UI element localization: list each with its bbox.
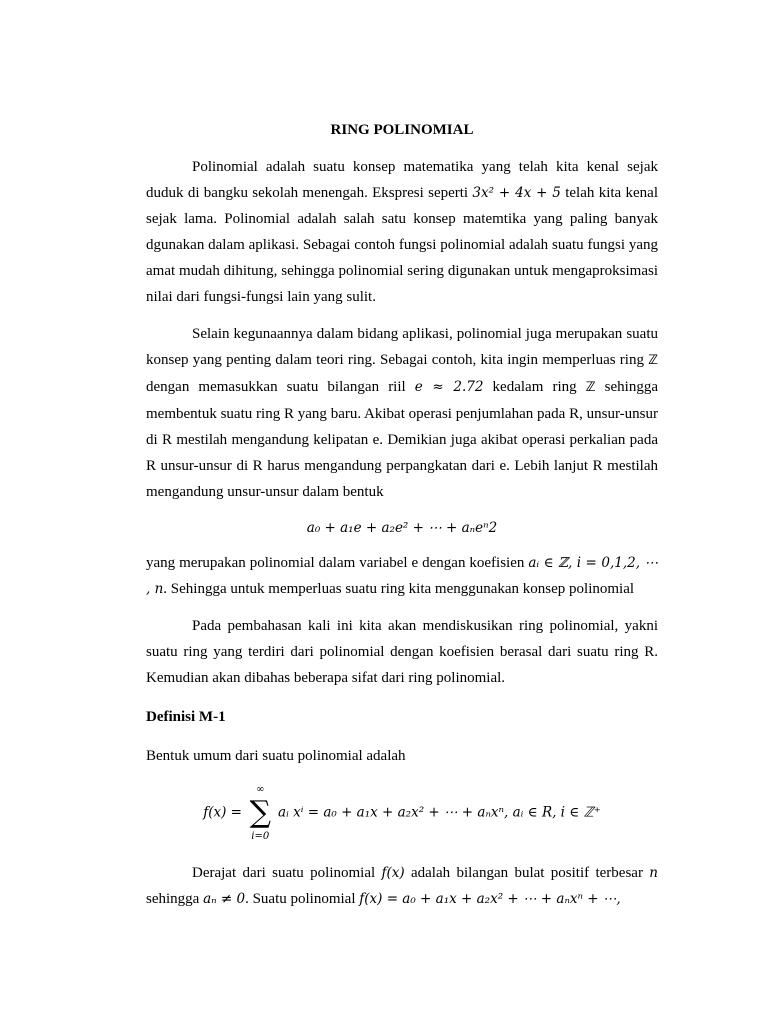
summation-lower: i=0 (251, 831, 270, 842)
math-e-approx: e ≈ 2.72 (414, 379, 484, 395)
definition-heading: Definisi M-1 (146, 709, 226, 725)
math-coefficients: aᵢ ∈ ℤ, i = 0,1,2, ⋯ , n (146, 555, 658, 597)
integers-symbol: ℤ (585, 380, 596, 395)
paragraph-extension (146, 321, 658, 505)
summation-icon (246, 784, 274, 842)
paragraph-variable (146, 550, 658, 602)
math-expression: 3x² + 4x + 5 (472, 185, 561, 201)
equation-term: aᵢ xⁱ (278, 804, 304, 821)
summation-upper: ∞ (256, 784, 265, 795)
equation-general-polynomial (146, 780, 658, 842)
math-fx: f(x) (381, 865, 405, 881)
paragraph-degree-text-1: Derajat dari suatu polinomial (192, 865, 382, 881)
math-an: aₙ ≠ 0 (203, 891, 246, 907)
paragraph-variable-text-1: yang merupakan polinomial dalam variabel e dengan koefisien (146, 555, 529, 571)
equation-lhs: f(x) = (203, 804, 247, 821)
equation-polynomial-e: a₀ + a₁e + a₂e² + ⋯ + aₙeⁿ2 (306, 520, 498, 536)
paragraph-intro-text-2: telah kita kenal sejak lama. Polinomial adalah salah satu konsep matemtika yang paling banyak dgunakan dalam aplikasi. Sebagai contoh fungsi polinomial adalah suatu fungsi yang amat mudah dihitung, sehingga polinomial sering digunakan untuk mengaproksimasi nilai dari fungsi-fungsi lain yang sulit. (146, 185, 658, 305)
math-fx-full: f(x) = a₀ + a₁x + a₂x² + ⋯ + aₙxⁿ + ⋯, (359, 891, 621, 907)
paragraph-variable-text-2: . Sehingga untuk memperluas suatu ring kita menggunakan konsep polinomial (163, 581, 635, 597)
paragraph-degree-text-2: adalah bilangan bulat positif terbesar (404, 865, 650, 881)
math-n: n (649, 865, 658, 881)
paragraph-degree-text-3: sehingga (146, 891, 204, 907)
paragraph-degree-text-4: . Suatu polinomial (245, 891, 360, 907)
definition-intro: Bentuk umum dari suatu polinomial adalah (146, 748, 406, 764)
paragraph-discussion: Pada pembahasan kali ini kita akan mendiskusikan ring polinomial, yakni suatu ring yang terdiri dari polinomial dengan koefisien berasal dari suatu ring R. Kemudian akan dibahas beberapa sifat dari ring polinomial. (146, 618, 658, 686)
paragraph-extension-text-1: Selain kegunaannya dalam bidang aplikasi, polinomial juga merupakan suatu konsep yang penting dalam teori ring. Sebagai contoh, kita ingin memperluas ring (146, 326, 658, 368)
equation-rhs: = a₀ + a₁x + a₂x² + ⋯ + aₙxⁿ, aᵢ ∈ R, i ∈ ℤ⁺ (303, 804, 601, 821)
document-page (146, 120, 658, 923)
integers-symbol: ℤ (648, 353, 658, 368)
document-title: RING POLINOMIAL (330, 122, 474, 138)
paragraph-extension-text-2: dengan memasukkan suatu bilangan riil (146, 379, 415, 395)
paragraph-extension-text-4: sehingga membentuk suatu ring R yang baru. Akibat operasi penjumlahan pada R, unsur-unsur di R mestilah mengandung kelipatan e. Demikian juga akibat operasi perkalian pada R unsur-unsur di R harus mengandung perpangkatan dari e. Lebih lanjut R mestilah mengandung unsur-unsur dalam bentuk (146, 379, 658, 500)
paragraph-intro-text-1: Polinomial adalah suatu konsep matematika yang telah kita kenal sejak duduk di bangku sekolah menengah. Ekspresi seperti (146, 159, 658, 201)
summation-symbol: ∑ (249, 795, 271, 830)
paragraph-degree (146, 860, 658, 912)
paragraph-extension-text-3: kedalam ring (483, 379, 586, 395)
paragraph-intro (146, 154, 658, 310)
